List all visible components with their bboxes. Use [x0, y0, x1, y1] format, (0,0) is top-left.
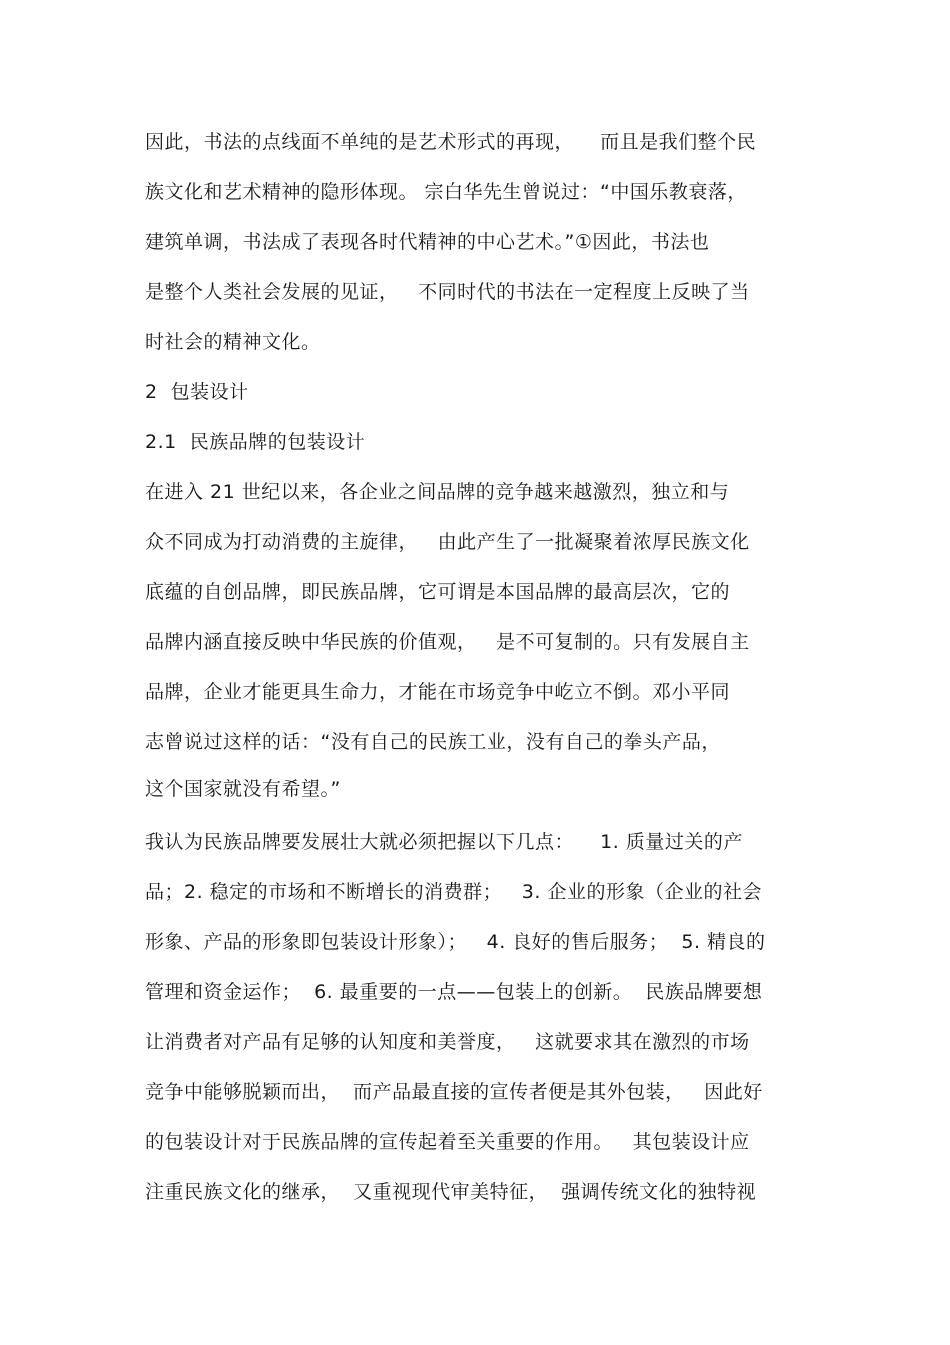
text-line: 在进入 21 世纪以来，各企业之间品牌的竞争越来越激烈，独立和与 [145, 481, 730, 503]
text-line: 让消费者对产品有足够的认知度和美誉度， 这就要求其在激烈的市场 [145, 1031, 750, 1053]
section-heading: 2 包装设计 [145, 381, 249, 403]
text-line: 底蕴的自创品牌，即民族品牌，它可谓是本国品牌的最高层次，它的 [145, 581, 731, 603]
text-line: 形象、产品的形象即包装设计形象）； 4. 良好的售后服务； 5. 精良的 [145, 931, 766, 953]
text-line: 是整个人类社会发展的见证， 不同时代的书法在一定程度上反映了当 [145, 281, 750, 303]
text-line: 管理和资金运作； 6. 最重要的一点——包装上的创新。 民族品牌要想 [145, 981, 763, 1003]
text-line: 族文化和艺术精神的隐形体现。 宗白华先生曾说过：“中国乐教衰落， [145, 181, 747, 203]
text-line: 注重民族文化的继承， 又重视现代审美特征， 强调传统文化的独特视 [145, 1181, 757, 1203]
text-line: 众不同成为打动消费的主旋律， 由此产生了一批凝聚着浓厚民族文化 [145, 531, 750, 553]
text-line: 我认为民族品牌要发展壮大就必须把握以下几点： 1. 质量过关的产 [145, 831, 743, 853]
text-line: 竞争中能够脱颖而出， 而产品最直接的宣传者便是其外包装， 因此好 [145, 1081, 763, 1103]
text-line: 的包装设计对于民族品牌的宣传起着至关重要的作用。 其包装设计应 [145, 1131, 750, 1153]
text-line: 品；2. 稳定的市场和不断增长的消费群； 3. 企业的形象（企业的社会 [145, 881, 762, 903]
text-line: 因此，书法的点线面不单纯的是艺术形式的再现， 而且是我们整个民 [145, 131, 757, 153]
text-line: 时社会的精神文化。 [145, 331, 321, 353]
subsection-heading: 2.1 民族品牌的包装设计 [145, 431, 366, 453]
text-line: 这个国家就没有希望。” [145, 778, 341, 800]
text-line: 品牌，企业才能更具生命力，才能在市场竞争中屹立不倒。邓小平同 [145, 681, 731, 703]
text-line: 志曾说过这样的话：“没有自己的民族工业，没有自己的拳头产品， [145, 731, 721, 753]
text-line: 品牌内涵直接反映中华民族的价值观， 是不可复制的。只有发展自主 [145, 631, 750, 653]
text-line: 建筑单调，书法成了表现各时代精神的中心艺术。”①因此，书法也 [145, 231, 710, 253]
